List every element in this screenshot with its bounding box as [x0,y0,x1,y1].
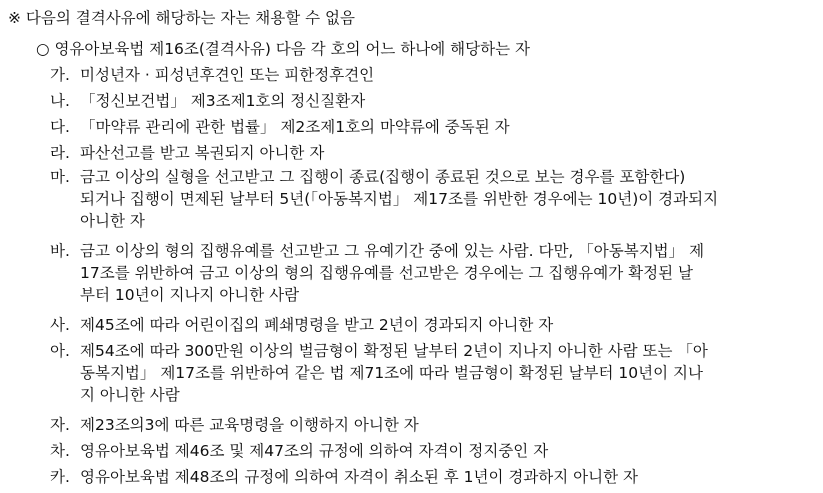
item-text: 「마약류 관리에 관한 법률」 제2조제1호의 마약류에 중독된 자 [80,118,510,136]
item-text-continued: 동복지법」 제17조를 위반하여 같은 법 제71조에 따라 벌금형이 확정된 날부터 10년이 지나 [80,364,703,382]
item-marker: 아. [50,342,70,360]
item-text-continued: 지 아니한 사람 [80,386,180,404]
item-text: 영유아보육법 제46조 및 제47조의 규정에 의하여 자격이 정지중인 자 [80,442,549,460]
list-item [50,116,820,138]
item-marker: 마. [50,168,70,186]
item-marker: 자. [50,416,70,434]
list-item [50,340,820,406]
disqualification-heading: ※ 다음의 결격사유에 해당하는 자는 채용할 수 없음 [8,9,355,27]
item-text-continued: 17조를 위반하여 금고 이상의 형의 집행유예를 선고받은 경우에는 그 집행유예가 확정된 날 [80,264,693,282]
item-marker: 가. [50,66,70,84]
list-item [50,90,820,112]
item-text: 금고 이상의 형의 집행유예를 선고받고 그 유예기간 중에 있는 사람. 다만, 「아동복지법」 제 [80,242,705,260]
law-reference-subheading: ○ 영유아보육법 제16조(결격사유) 다음 각 호의 어느 하나에 해당하는 자 [36,40,530,58]
list-item [50,466,820,488]
list-item [50,64,820,86]
item-text: 제23조의3에 따른 교육명령을 이행하지 아니한 자 [80,416,419,434]
item-marker: 나. [50,92,70,110]
item-text: 영유아보육법 제48조의 규정에 의하여 자격이 취소된 후 1년이 경과하지 아니한 자 [80,468,638,486]
list-item [50,314,820,336]
list-item [50,240,820,306]
item-marker: 바. [50,242,70,260]
item-text-continued: 되거나 집행이 면제된 날부터 5년(「아동복지법」 제17조를 위반한 경우에는 10년)이 경과되지 [80,190,719,208]
item-marker: 라. [50,144,70,162]
item-marker: 차. [50,442,70,460]
item-text: 제45조에 따라 어린이집의 폐쇄명령을 받고 2년이 경과되지 아니한 자 [80,316,554,334]
list-item [50,166,820,232]
item-text-continued: 아니한 자 [80,212,145,230]
item-marker: 사. [50,316,70,334]
list-item [50,440,820,462]
item-marker: 다. [50,118,70,136]
item-text-continued: 부터 10년이 지나지 아니한 사람 [80,286,300,304]
item-text: 미성년자 · 피성년후견인 또는 피한정후견인 [80,66,375,84]
item-text: 금고 이상의 실형을 선고받고 그 집행이 종료(집행이 종료된 것으로 보는 경우를 포함한다) [80,168,686,186]
list-item [50,142,820,164]
item-text: 파산선고를 받고 복권되지 아니한 자 [80,144,325,162]
item-text: 「정신보건법」 제3조제1호의 정신질환자 [80,92,366,110]
item-text: 제54조에 따라 300만원 이상의 벌금형이 확정된 날부터 2년이 지나지 아니한 사람 또는 「아 [80,342,708,360]
item-marker: 카. [50,468,70,486]
list-item [50,414,820,436]
